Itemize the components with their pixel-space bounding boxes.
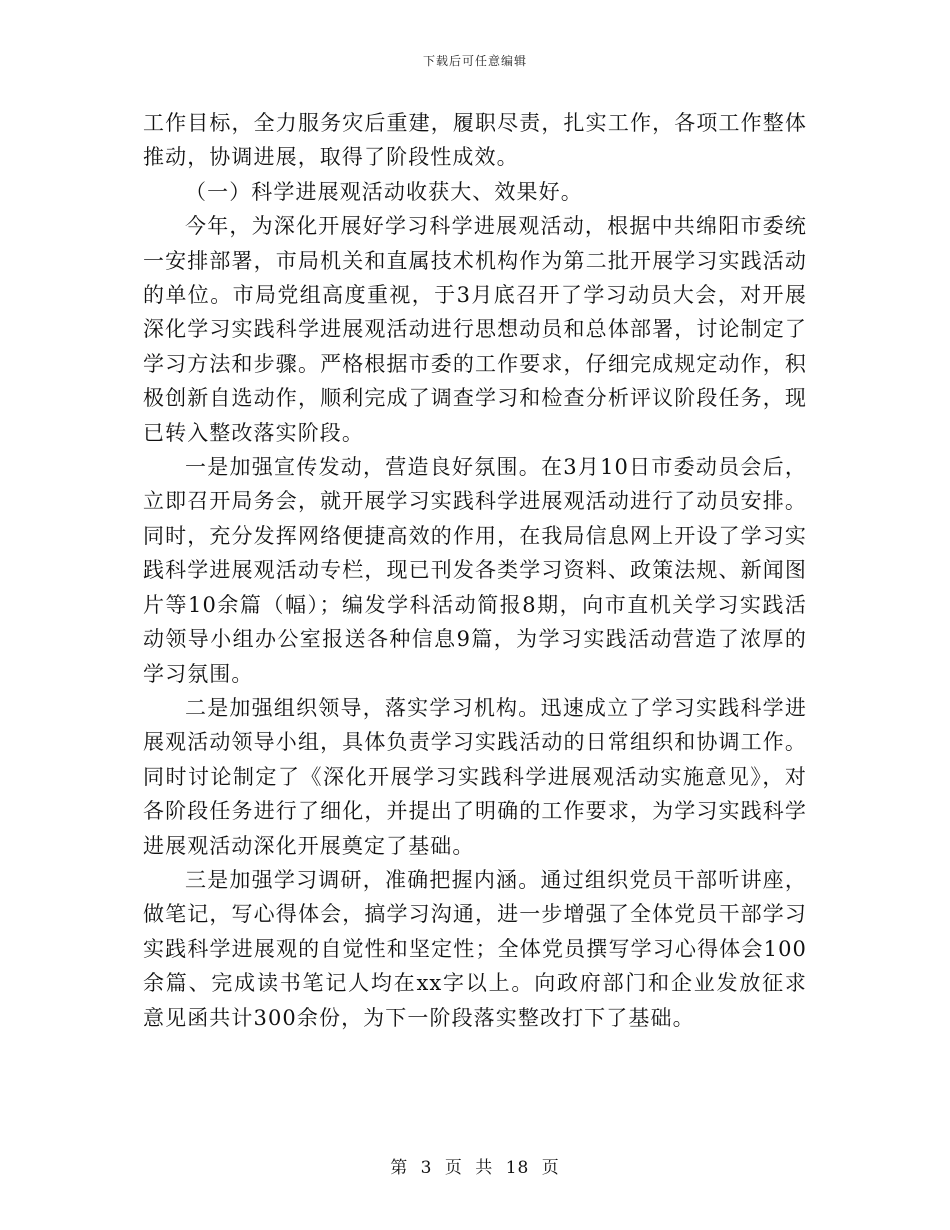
page-header: 下载后可任意编辑 [422,54,527,68]
page-number-footer: 第 3 页 共 18 页 [390,1158,560,1178]
document-body [143,106,807,1035]
paragraph-point-one: 一是加强宣传发动，营造良好氛围。在3月10日市委动员会后，立即召开局务会，就开展学习实践科学进展观活动进行了动员安排。同时，充分发挥网络便捷高效的作用，在我局信息网上开设了学习实践科学进展观活动专栏，现已刊发各类学习资料、政策法规、新闻图片等10余篇（幅）；编发学科活动简报8期，向市直机关学习实践活动领导小组办公室报送各种信息9篇，为学习实践活动营造了浓厚的学习氛围。 [143,455,807,686]
paragraph-point-two: 二是加强组织领导，落实学习机构。迅速成立了学习实践科学进展观活动领导小组，具体负责学习实践活动的日常组织和协调工作。同时讨论制定了《深化开展学习实践科学进展观活动实施意见》，对各阶段任务进行了细化，并提出了明确的工作要求，为学习实践科学进展观活动深化开展奠定了基础。 [143,695,807,858]
section-heading: （一）科学进展观活动收获大、效果好。 [185,179,583,204]
paragraph-intro: 今年，为深化开展好学习科学进展观活动，根据中共绵阳市委统一安排部署，市局机关和直属技术机构作为第二批开展学习实践活动的单位。市局党组高度重视，于3月底召开了学习动员大会，对开展深化学习实践科学进展观活动进行思想动员和总体部署，讨论制定了学习方法和步骤。严格根据市委的工作要求，仔细完成规定动作，积极创新自选动作，顺利完成了调查学习和检查分析评议阶段任务，现已转入整改落实阶段。 [143,214,807,445]
paragraph-continuation: 工作目标，全力服务灾后重建，履职尽责，扎实工作，各项工作整体推动，协调进展，取得了阶段性成效。 [143,111,807,170]
paragraph-point-three: 三是加强学习调研，准确把握内涵。通过组织党员干部听讲座，做笔记，写心得体会，搞学习沟通，进一步增强了全体党员干部学习实践科学进展观的自觉性和坚定性；全体党员撰写学习心得体会100余篇、完成读书笔记人均在xx字以上。向政府部门和企业发放征求意见函共计300余份，为下一阶段落实整改打下了基础。 [143,867,807,1030]
